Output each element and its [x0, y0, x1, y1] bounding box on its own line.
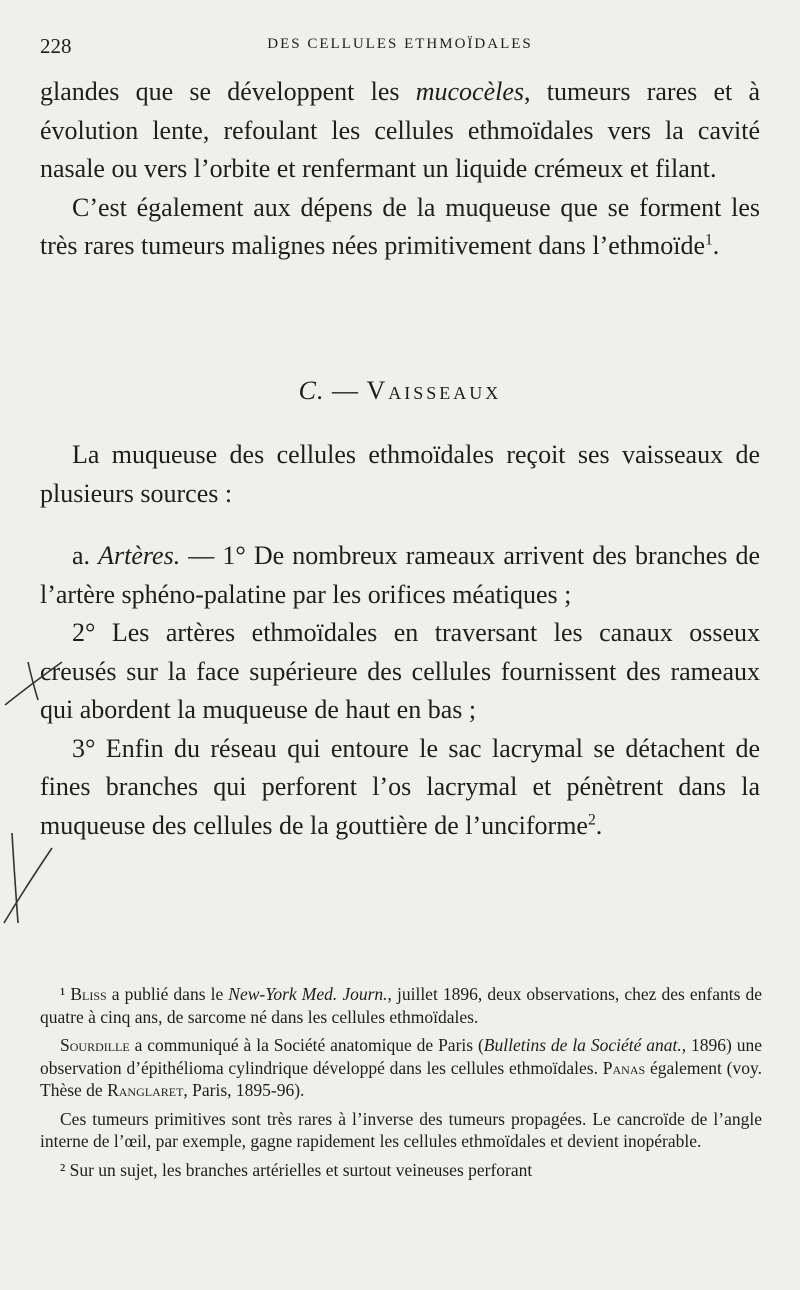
journal-title: New-York Med. Journ. [228, 984, 388, 1004]
intro-block [40, 436, 760, 513]
italic-term: mucocèles [415, 77, 524, 106]
text-run: Sur un sujet, les branches artérielles et surtout veineuses perforant [65, 1159, 533, 1180]
footnote-mark: ² [60, 1159, 66, 1180]
section-letter: C. [298, 376, 325, 405]
footnote-mark: ¹ [60, 984, 66, 1004]
text-run: , 1896) une observation d’épithélioma cylindrique développé dans les cellules ethmoïdales. [40, 1035, 762, 1078]
author-name: Ranglaret [107, 1080, 184, 1100]
author-name: Panas [602, 1057, 646, 1078]
handwritten-cross-mark [0, 650, 70, 710]
paragraph-artery-2: 2° Les artères ethmoïdales en traversant les canaux osseux creusés sur la face supérieure des cellules fournissent des rameaux qui abordent la muqueuse de haut en bas ; [40, 618, 760, 724]
text-run: 3° Enfin du réseau qui entoure le sac lacrymal se détachent de fines branches qui perforent l’os lacrymal et pénètrent dans la muqueuse des cellules de la gouttière de l’unciforme [40, 733, 760, 840]
footnote-2 [40, 1159, 762, 1182]
text-run: également (voy. Thèse de [40, 1057, 762, 1100]
paragraph-artery-3 [40, 730, 760, 846]
text-run: . [712, 231, 720, 260]
text-run: — 1° De nombreux rameaux arrivent des branches de l’artère sphéno-palatine par les orifices méatiques ; [40, 541, 760, 609]
journal-title: Bulletins de la Société anat. [483, 1035, 682, 1055]
text-run: a. [72, 541, 99, 570]
upper-body [40, 73, 760, 266]
page-header [40, 34, 760, 64]
section-heading [40, 376, 760, 406]
paragraph-mucoceles [40, 73, 760, 189]
text-run: , Paris, 1895-96). [183, 1080, 305, 1100]
paragraph-artery-1 [40, 537, 760, 614]
page-number: 228 [40, 34, 72, 58]
author-name: Sourdille [60, 1035, 130, 1055]
italic-term: Artères. [98, 541, 181, 570]
text-run: C’est également aux dépens de la muqueuse que se forment les très rares tumeurs malignes nées primitivement dans l’ethmoïde [40, 192, 760, 260]
arteries-block [40, 537, 760, 845]
section-title: Vaisseaux [366, 376, 502, 405]
heading-dash: — [332, 376, 360, 405]
paragraph-intro: La muqueuse des cellules ethmoïdales reçoit ses vaisseaux de plusieurs sources : [40, 440, 760, 508]
text-run: , tumeurs rares et à évolution lente, refoulant les cellules ethmoïdales vers la cavité nasale ou vers l’orbite et renfermant un liquide crémeux et filant. [40, 77, 760, 183]
running-title: DES CELLULES ETHMOÏDALES [267, 36, 533, 52]
text-run: glandes que se développent les [40, 77, 416, 106]
text-run: a publié dans le [106, 984, 229, 1004]
text-run: . [595, 810, 603, 840]
footnote-ref[interactable]: 2 [587, 810, 596, 828]
footnotes [40, 983, 762, 1187]
text-run: a communiqué à la Société anatomique de Paris ( [129, 1035, 484, 1055]
text-run: , juillet 1896, deux observations, chez des enfants de quatre à cinq ans, de sarcome né dans les cellules ethmoïdales. [40, 984, 763, 1027]
footnote-ref[interactable]: 1 [704, 231, 713, 249]
footnote-1 [40, 983, 762, 1028]
footnote-1b [40, 1034, 762, 1102]
handwritten-cross-mark [0, 828, 60, 928]
author-name: Bliss [70, 984, 107, 1004]
footnote-1c: Ces tumeurs primitives sont très rares à l’inverse des tumeurs propagées. Le cancroïde de l’angle interne de l’œil, par exemple, gagne rapidement les cellules ethmoïdales et devient inopérable. [40, 1108, 762, 1151]
paragraph-tumeurs [40, 189, 760, 266]
